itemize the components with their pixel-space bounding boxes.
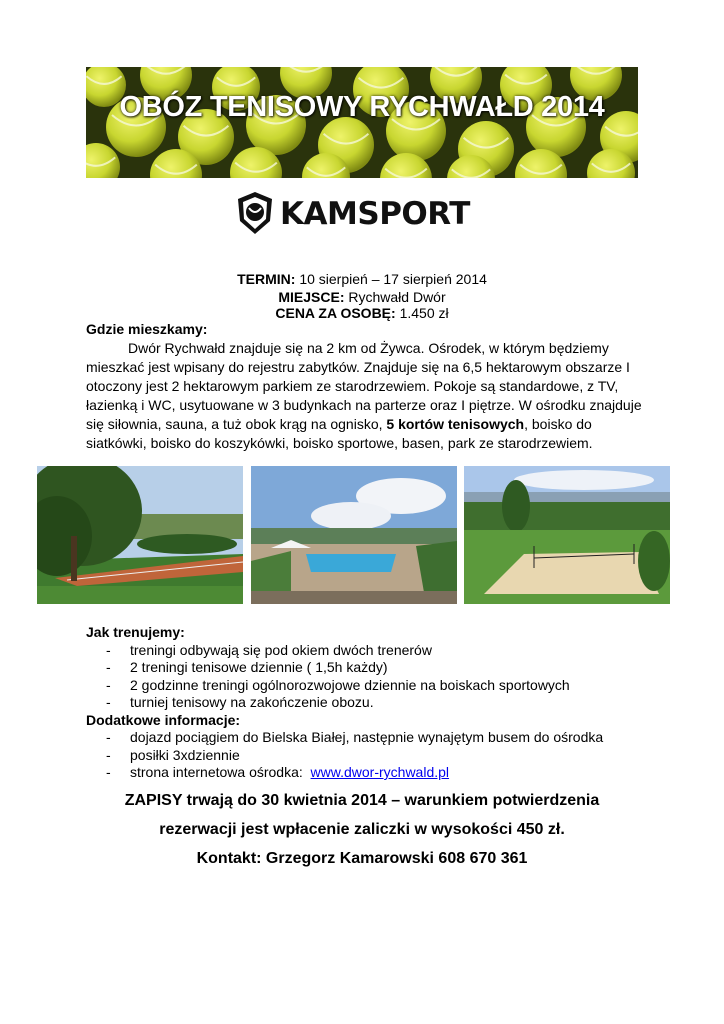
miejsce-line <box>0 289 724 305</box>
miejsce-label: MIEJSCE: <box>278 289 345 305</box>
courts-highlight: 5 kortów tenisowych <box>386 416 525 432</box>
header-banner <box>86 67 638 178</box>
cena-value: 1.450 zł <box>399 305 449 321</box>
training-heading: Jak trenujemy: <box>86 624 185 640</box>
banner-title: OBÓZ TENISOWY RYCHWAŁD 2014 <box>119 91 605 123</box>
brand-name: KAMSPORT <box>280 196 470 232</box>
list-item: - treningi odbywają się pod okiem dwóch trenerów <box>106 641 432 658</box>
photo-swimming-pool <box>251 466 457 604</box>
list-item: - dojazd pociągiem do Bielska Białej, następnie wynajętym busem do ośrodka <box>106 729 604 745</box>
contact-line: Kontakt: Grzegorz Kamarowski 608 670 361 <box>196 850 528 867</box>
photo-tennis-courts <box>37 466 243 604</box>
footer-line-2: rezerwacji jest wpłacenie zaliczki w wysokości 450 zł. <box>159 821 565 838</box>
kamsport-logo <box>236 191 486 237</box>
miejsce-value: Rychwałd Dwór <box>348 289 446 305</box>
website-link[interactable]: www.dwor-rychwald.pl <box>310 764 450 780</box>
extra-heading: Dodatkowe informacje: <box>86 711 241 728</box>
termin-line <box>0 271 724 287</box>
list-item: - 2 treningi tenisowe dziennie ( 1,5h każdy) <box>106 659 388 675</box>
termin-value: 10 sierpień – 17 sierpień 2014 <box>299 271 487 287</box>
kamsport-shield-logo-icon <box>236 191 274 235</box>
list-item: - strona internetowa ośrodka: www.dwor-rychwald.pl <box>106 764 450 780</box>
where-text: Dwór Rychwałd znajduje się na 2 km od Żywca. Ośrodek, w którym będziemy mieszkać jest wpisany do rejestru zabytków. Znajduje się na 6,5 hektarowym obszarze I otoczony jest 2 hektarowym parkiem ze starodrzewiem. Pokoje są standardowe, z TV, łazienką i WC, usytuowane w 3 budynkach na parterze oraz I piętrze. W ośrodku znajduje się siłownia, sauna, a tuż obok krąg na ognisko, <box>86 340 642 432</box>
cena-line <box>0 305 724 321</box>
where-paragraph <box>86 339 646 453</box>
cena-label: CENA ZA OSOBĘ: <box>275 305 396 321</box>
list-item: - turniej tenisowy na zakończenie obozu. <box>106 694 374 710</box>
footer-line-1: ZAPISY trwają do 30 kwietnia 2014 – warunkiem potwierdzenia <box>124 792 600 809</box>
photo-beach-volleyball <box>464 466 670 604</box>
where-section <box>86 320 646 453</box>
where-heading: Gdzie mieszkamy: <box>86 321 208 337</box>
list-item: - 2 godzinne treningi ogólnorozwojowe dziennie na boiskach sportowych <box>106 676 570 693</box>
list-item: - posiłki 3xdziennie <box>106 746 240 763</box>
courts-rest: , boisko do siatkówki, boisko do koszykówki, boisko sportowe, basen, park ze starodrzewiem. <box>86 416 593 451</box>
termin-label: TERMIN: <box>237 271 296 287</box>
training-section <box>86 624 686 782</box>
